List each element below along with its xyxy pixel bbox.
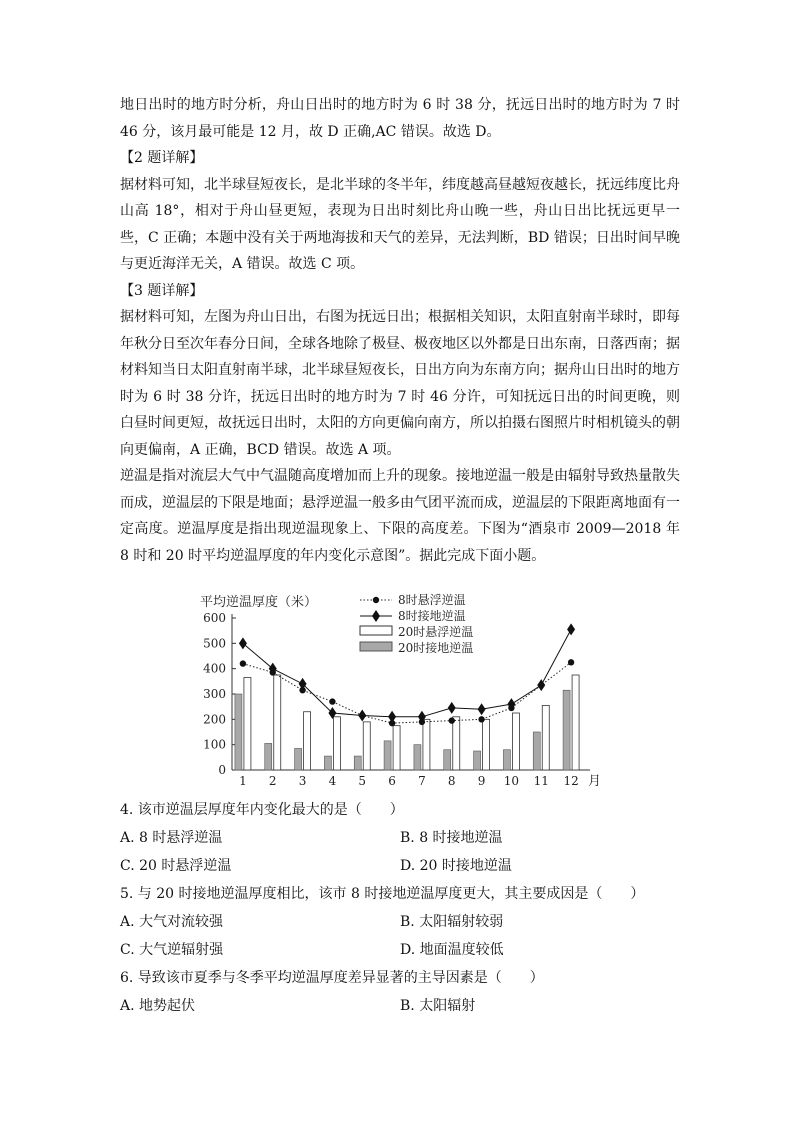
paragraph-1: 地日出时的地方时分析，舟山日出时的地方时为 6 时 38 分，抚远日出时的地方时为 7 时 46 分，该月最可能是 12 月，故 D 正确,AC 错误。故选 D。 [120, 97, 680, 140]
x-axis-label: 月 [588, 774, 602, 789]
x-tick-label: 8 [447, 774, 456, 788]
y-tick-label: 100 [203, 737, 226, 752]
bar-20h-suspended [423, 719, 430, 770]
section-3-heading: 【3 题详解】 [120, 282, 204, 299]
legend-swatch-20h-suspended [360, 626, 392, 635]
bar-20h-suspended [363, 722, 370, 770]
option[interactable]: D. 地面温度较低 [400, 942, 504, 958]
option[interactable]: D. 20 时接地逆温 [400, 858, 512, 874]
point-8h-suspended [240, 660, 246, 666]
point-8h-ground [239, 637, 247, 649]
question-6-options-row1 [120, 992, 680, 1020]
x-tick-label: 2 [268, 774, 277, 788]
bar-20h-suspended [304, 712, 311, 770]
point-8h-ground [448, 702, 456, 714]
option[interactable]: A. 8 时悬浮逆温 [120, 830, 223, 846]
x-tick-label: 12 [563, 774, 579, 788]
legend-marker-8h-ground [372, 610, 380, 622]
point-8h-ground [478, 703, 486, 715]
document-body [120, 92, 680, 569]
bar-20h-suspended [542, 705, 549, 770]
bar-20h-ground [324, 756, 331, 770]
bar-20h-ground [414, 745, 421, 770]
point-8h-ground [358, 710, 366, 722]
bar-20h-suspended [453, 717, 460, 770]
x-tick-label: 5 [358, 774, 367, 788]
y-tick-label: 400 [203, 661, 226, 676]
option[interactable]: B. 太阳辐射较弱 [400, 914, 504, 930]
question-4-options-row2 [120, 852, 680, 880]
legend-label: 8时悬浮逆温 [398, 593, 466, 607]
x-tick-label: 3 [298, 774, 307, 788]
section-2-text: 据材料可知，北半球昼短夜长，是北半球的冬半年，纬度越高昼越短夜越长，抚远纬度比舟山高 18°，相对于舟山昼更短，表现为日出时刻比舟山晚一些，舟山日出比抚远更早一些，C 正确；本题中没有关于两地海拔和天气的差异，无法判断，BD 错误；日出时间早晚与更近海洋无关，A 错误。故选 C 项。 [120, 176, 680, 272]
line-8h-suspended [243, 662, 571, 723]
point-8h-ground [388, 711, 396, 723]
bar-20h-suspended [393, 726, 400, 770]
y-tick-label: 0 [218, 763, 226, 777]
point-8h-suspended [568, 659, 574, 665]
legend-swatch-20h-ground [360, 642, 392, 651]
option[interactable]: C. 大气逆辐射强 [120, 942, 224, 958]
y-tick-label: 200 [203, 712, 226, 727]
bar-20h-ground [533, 732, 540, 770]
question-5-stem: 5. 与 20 时接地逆温厚度相比，该市 8 时接地逆温厚度更大，其主要成因是（ ） [120, 886, 645, 902]
point-8h-suspended [478, 716, 484, 722]
x-tick-label: 9 [477, 774, 486, 788]
option[interactable]: C. 20 时悬浮逆温 [120, 858, 232, 874]
question-5-options-row2 [120, 936, 680, 964]
bar-20h-suspended [274, 675, 281, 770]
option[interactable]: A. 大气对流较强 [120, 914, 224, 930]
point-8h-ground [299, 678, 307, 690]
bar-20h-ground [503, 750, 510, 770]
bar-20h-suspended [333, 717, 340, 770]
chart-svg [190, 590, 610, 790]
y-axis-label: 平均逆温厚度（米） [200, 595, 318, 610]
bar-20h-ground [563, 690, 570, 770]
question-6-stem: 6. 导致该市夏季与冬季平均逆温厚度差异显著的主导因素是（ ） [120, 970, 544, 986]
option[interactable]: A. 地势起伏 [120, 998, 196, 1014]
point-8h-suspended [449, 717, 455, 723]
y-tick-label: 300 [203, 687, 226, 701]
y-tick-label: 500 [203, 636, 226, 651]
x-tick-label: 4 [328, 774, 337, 788]
option[interactable]: B. 8 时接地逆温 [400, 830, 503, 846]
legend-marker-8h-suspended [373, 597, 379, 603]
question-4-stem: 4. 该市逆温层厚度年内变化最大的是（ ） [120, 802, 404, 818]
bar-20h-ground [295, 748, 302, 770]
question-5-options-row1 [120, 908, 680, 936]
bar-20h-ground [354, 756, 361, 770]
x-tick-label: 10 [503, 774, 520, 788]
bar-20h-suspended [512, 713, 519, 770]
x-tick-label: 7 [418, 774, 426, 788]
bar-20h-suspended [244, 678, 251, 770]
x-tick-label: 6 [388, 774, 396, 788]
inversion-chart [190, 590, 610, 790]
bar-20h-suspended [572, 675, 579, 770]
bar-20h-ground [384, 741, 391, 770]
intro-text: 逆温是指对流层大气中气温随高度增加而上升的现象。接地逆温一般是由辐射导致热量散失而成，逆温层的下限是地面；悬浮逆温一般多由气团平流而成，逆温层的下限距离地面有一定高度。逆温厚度是指出现逆温现象上、下限的高度差。下图为“酒泉市 2009—2018 年 8 时和 20 时平均逆温厚度的年内变化示意图”。据此完成下面小题。 [120, 468, 680, 564]
bar-20h-ground [265, 743, 272, 770]
bar-20h-ground [474, 751, 481, 770]
option[interactable]: B. 太阳辐射 [400, 998, 476, 1014]
legend-label: 20时接地逆温 [398, 641, 474, 655]
y-tick-label: 600 [203, 611, 226, 625]
questions [120, 796, 680, 1020]
point-8h-suspended [329, 698, 335, 704]
x-tick-label: 1 [239, 774, 247, 788]
section-3-text: 据材料可知，左图为舟山日出，右图为抚远日出；根据相关知识，太阳直射南半球时，即每年秋分日至次年春分日间，全球各地除了极昼、极夜地区以外都是日出东南，日落西南；据材料知当日太阳直射南半球，北半球昼短夜长，日出方向为东南方向；据舟山日出时的地方时为 6 时 38 分许，抚远日出时的地方时为 7 时 46 分许，可知抚远日出的时间更晚，则白昼时间更短，故抚远日出时，太阳的方向更偏向南方，所以拍摄右图照片时相机镜头的朝向更偏南，A 正确，BCD 错误。故选 A 项。 [120, 309, 680, 458]
question-4-options-row1 [120, 824, 680, 852]
bar-20h-ground [444, 750, 451, 770]
legend-label: 20时悬浮逆温 [398, 625, 474, 639]
legend-label: 8时接地逆温 [398, 609, 466, 623]
bar-20h-ground [235, 694, 242, 770]
x-tick-label: 11 [533, 774, 549, 788]
bar-20h-suspended [483, 719, 490, 770]
section-2-heading: 【2 题详解】 [120, 150, 204, 166]
